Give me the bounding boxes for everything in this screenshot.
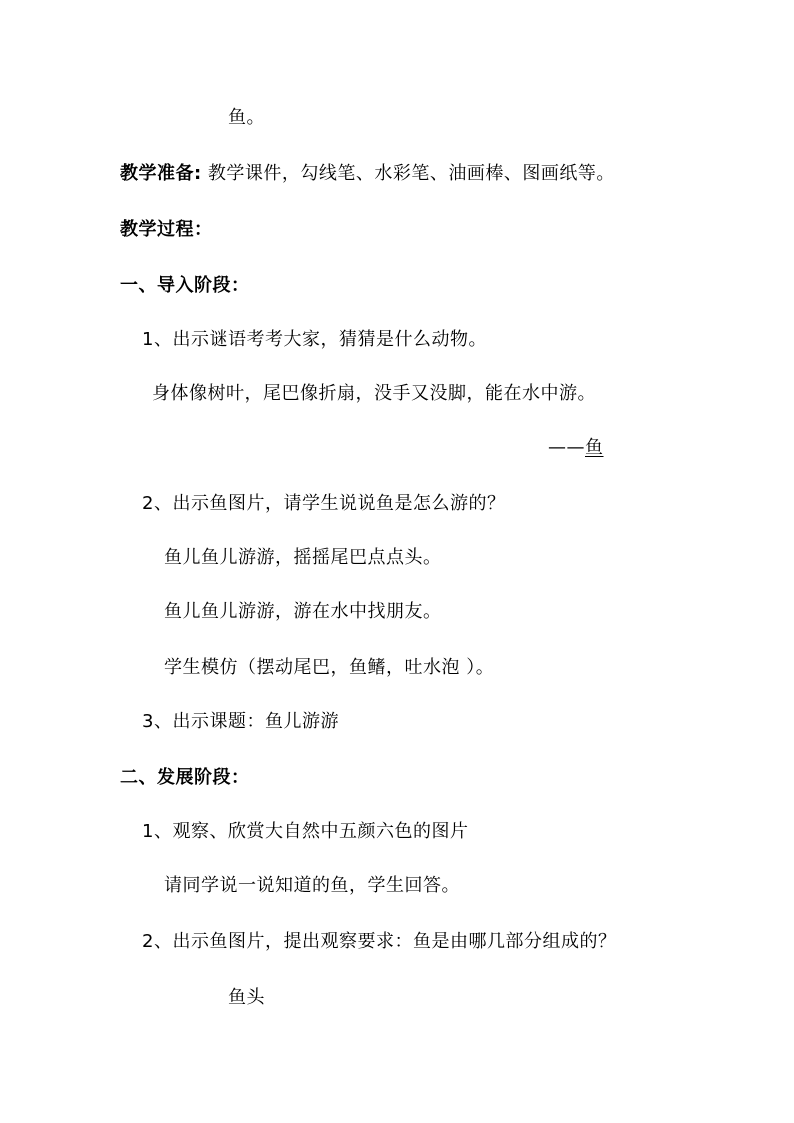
intro-item-1: 1、出示谜语考考大家，猜猜是什么动物。 xyxy=(142,329,487,350)
fish-head-line: 鱼头 xyxy=(228,987,265,1008)
development-item-1: 1、观察、欣赏大自然中五颜六色的图片 xyxy=(142,821,469,842)
development-item-2: 2、出示鱼图片，提出观察要求：鱼是由哪几部分组成的？ xyxy=(142,931,617,952)
rhyme-line-1: 鱼儿鱼儿游游，摇摇尾巴点点头。 xyxy=(164,547,442,568)
teaching-prep-colon: : xyxy=(194,163,202,184)
teaching-prep-text: 教学课件，勾线笔、水彩笔、油画棒、图画纸等。 xyxy=(201,163,615,184)
teaching-process-heading: 教学过程： xyxy=(120,219,213,240)
riddle-answer-word: 鱼 xyxy=(585,437,604,458)
imitate-line: 学生模仿（摆动尾巴，鱼鳍，吐水泡 ）。 xyxy=(164,657,495,678)
teaching-prep-label: 教学准备 xyxy=(120,163,194,184)
section-heading-intro: 一、导入阶段： xyxy=(120,275,250,296)
section-heading-development: 二、发展阶段： xyxy=(120,767,250,788)
intro-item-3: 3、出示课题：鱼儿游游 xyxy=(142,711,339,732)
rhyme-line-2: 鱼儿鱼儿游游，游在水中找朋友。 xyxy=(164,601,442,622)
riddle-text: 身体像树叶，尾巴像折扇，没手又没脚，能在水中游。 xyxy=(152,383,596,404)
teaching-prep-line xyxy=(120,162,615,186)
riddle-answer xyxy=(548,436,604,460)
development-item-1-sub: 请同学说一说知道的鱼，学生回答。 xyxy=(164,875,460,896)
intro-item-2: 2、出示鱼图片，请学生说说鱼是怎么游的？ xyxy=(142,493,506,514)
text-line-fish-end: 鱼。 xyxy=(228,107,265,128)
riddle-answer-dash: —— xyxy=(548,437,585,458)
